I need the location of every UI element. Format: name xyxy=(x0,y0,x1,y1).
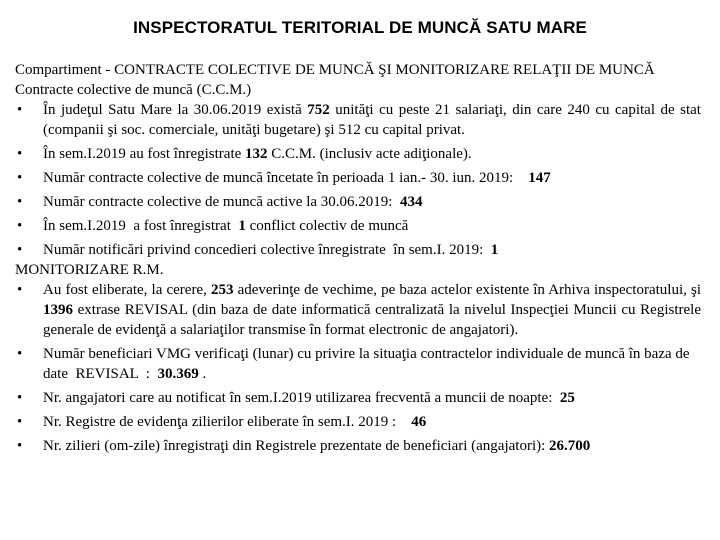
value-zilieri: 26.700 xyxy=(549,438,591,454)
list-item: • Număr contracte colective de muncă încetate în perioada 1 ian.- 30. iun. 2019: 147 xyxy=(17,170,551,186)
bullet-icon: • xyxy=(17,242,23,258)
bullet-icon: • xyxy=(17,414,23,430)
list-item: • Număr beneficiari VMG verificaţi (lunar) cu privire la situaţia contractelor individuale de muncă în baza de date REVISAL : 30.369 . xyxy=(17,346,694,382)
value-adeverinte: 253 xyxy=(210,282,234,298)
section-ccm-heading: Contracte colective de muncă (C.C.M.) xyxy=(15,82,252,98)
document-body xyxy=(15,60,701,456)
bullet-icon: • xyxy=(17,170,23,186)
bullet-icon: • xyxy=(17,102,23,118)
value-notifications: 1 xyxy=(490,242,499,258)
list-item: • În sem.I.2019 a fost înregistrat 1 conflict colectiv de muncă xyxy=(17,218,409,234)
section-monitorizare-heading: MONITORIZARE R.M. xyxy=(15,262,164,278)
list-item: • În sem.I.2019 au fost înregistrate 132 C.C.M. (inclusiv acte adiţionale). xyxy=(17,146,472,162)
list-item: • Număr notificări privind concedieri colective înregistrate în sem.I. 2019: 1 xyxy=(17,242,499,258)
value-units: 752 xyxy=(307,102,330,118)
value-ccm-registered: 132 xyxy=(245,146,268,162)
value-extrase: 1396 xyxy=(43,302,73,318)
value-registre: 46 xyxy=(411,414,427,430)
bullet-icon: • xyxy=(17,218,23,234)
bullet-icon: • xyxy=(17,390,23,406)
list-item: • Nr. Registre de evidenţa zilierilor eliberate în sem.I. 2019 : 46 xyxy=(17,414,427,430)
bullet-icon: • xyxy=(17,194,23,210)
value-ccm-ended: 147 xyxy=(528,170,551,186)
list-item: • Număr contracte colective de muncă active la 30.06.2019: 434 xyxy=(17,194,423,210)
value-ccm-active: 434 xyxy=(399,194,423,210)
list-item: • Nr. zilieri (om-zile) înregistraţi din Registrele prezentate de beneficiari (angajatori): 26.700 xyxy=(17,438,591,454)
list-item: • Au fost eliberate, la cerere, 253 adeverinţe de vechime, pe baza actelor existente în Arhiva inspectoratului, şi 1396 extrase REVISAL (din baza de date informatică centralizată la nivelul Inspecţiei Muncii cu Registrele generale de evidenţă a salariaţilor transmise în format electronic de angajatori). xyxy=(17,282,701,338)
bullet-icon: • xyxy=(17,282,23,298)
document-title: INSPECTORATUL TERITORIAL DE MUNCĂ SATU MARE xyxy=(133,18,587,37)
bullet-icon: • xyxy=(17,346,23,362)
value-vmg: 30.369 xyxy=(157,366,199,382)
bullet-icon: • xyxy=(17,146,23,162)
list-item: • Nr. angajatori care au notificat în sem.I.2019 utilizarea frecventă a muncii de noapte: 25 xyxy=(17,390,575,406)
list-item: • În judeţul Satu Mare la 30.06.2019 există 752 unităţi cu peste 21 salariaţi, din care 240 cu capital de stat (companii şi soc. comerciale, unităţi bugetare) şi 512 cu capital privat. xyxy=(17,102,701,138)
bullet-icon: • xyxy=(17,438,23,454)
value-night-work: 25 xyxy=(559,390,575,406)
compartiment-heading: Compartiment - CONTRACTE COLECTIVE DE MUNCĂ ŞI MONITORIZARE RELAŢII DE MUNCĂ xyxy=(15,62,655,78)
value-conflicts: 1 xyxy=(238,218,246,234)
